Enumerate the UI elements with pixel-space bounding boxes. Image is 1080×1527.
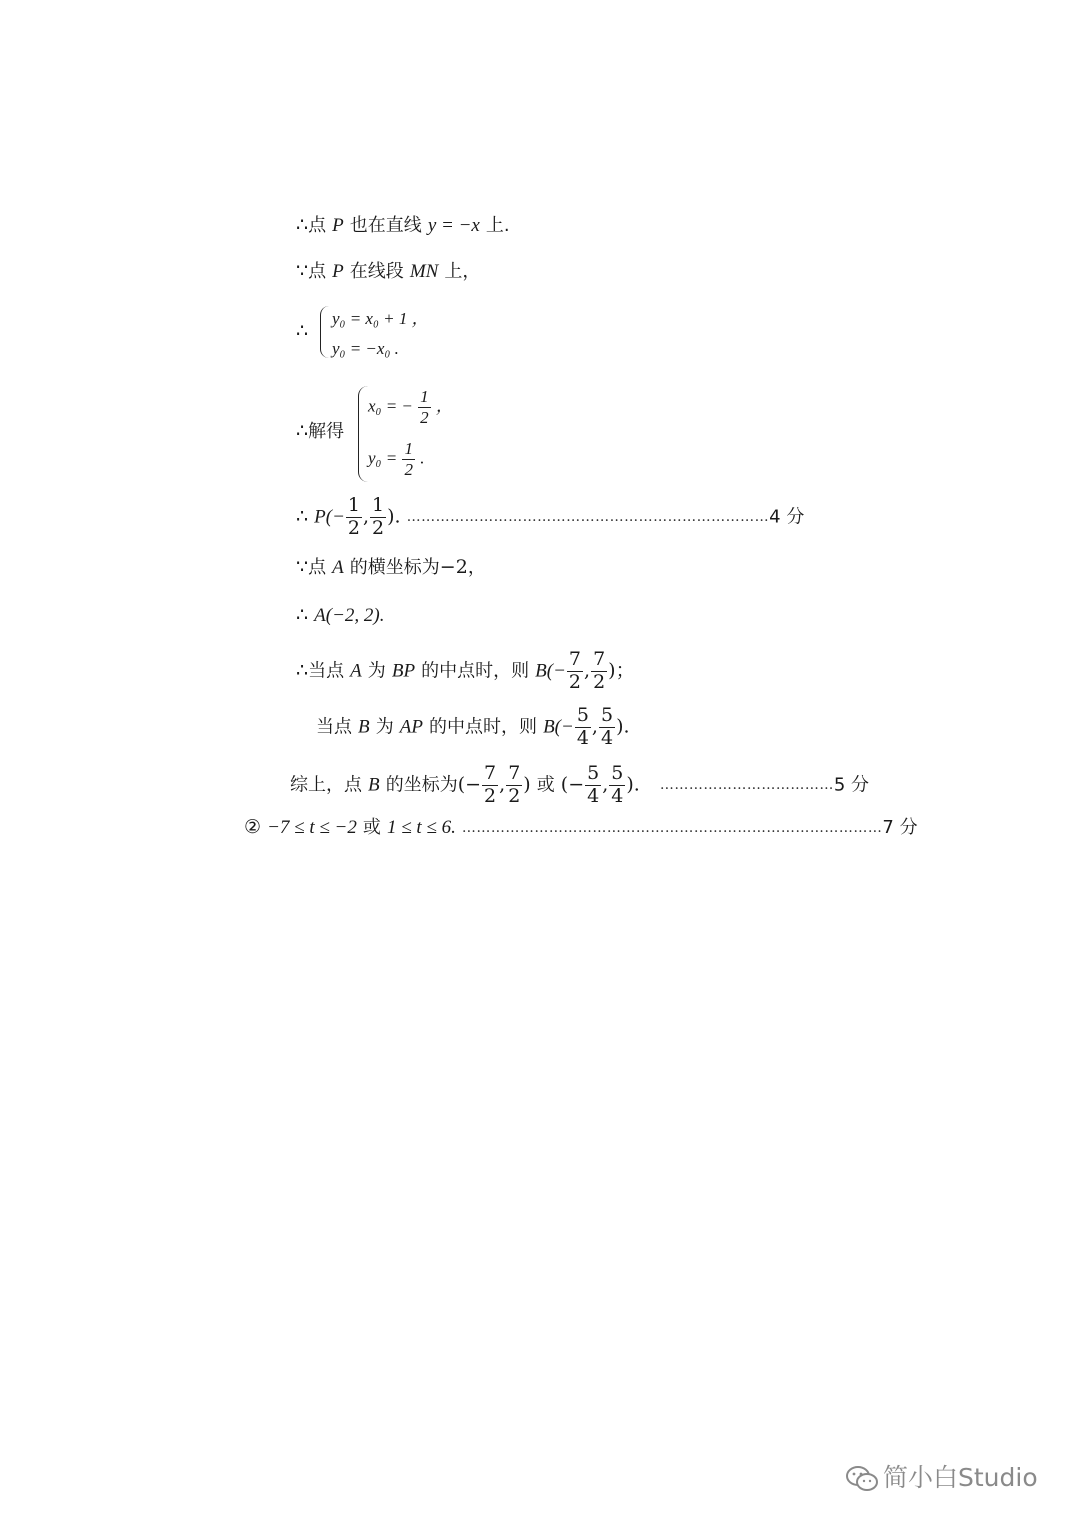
inequality-1: −7 ≤ t ≤ −2 bbox=[267, 817, 357, 838]
text: 为 bbox=[367, 660, 386, 682]
denominator: 2 bbox=[593, 670, 606, 693]
numerator: 5 bbox=[611, 762, 624, 784]
segment-mn: MN bbox=[409, 261, 439, 282]
punct: ， bbox=[467, 557, 486, 578]
leader-dots: …………………………………………………………………………… bbox=[461, 820, 883, 836]
text: 当点 bbox=[308, 660, 345, 682]
text: 在线段 bbox=[349, 261, 404, 282]
line-10 bbox=[290, 764, 869, 807]
or-text: 或 bbox=[362, 817, 381, 838]
text: 上， bbox=[444, 261, 481, 282]
text: 综上，点 bbox=[290, 774, 362, 796]
denominator: 4 bbox=[600, 726, 614, 749]
item-number: ② bbox=[244, 816, 262, 838]
point-p: P bbox=[332, 215, 344, 236]
open-paren: (− bbox=[457, 773, 482, 796]
denominator: 2 bbox=[404, 459, 413, 479]
therefore-symbol: ∴ bbox=[296, 320, 309, 342]
fraction bbox=[418, 388, 431, 427]
system-brace bbox=[320, 306, 329, 358]
text: 的横坐标为 bbox=[349, 557, 440, 578]
comma: , bbox=[499, 773, 506, 796]
line-11 bbox=[244, 818, 918, 837]
score: 7 分 bbox=[882, 817, 918, 838]
because-symbol: ∵ bbox=[296, 260, 309, 282]
comma: , bbox=[363, 505, 370, 528]
denominator: 2 bbox=[568, 670, 582, 693]
comma: , bbox=[591, 715, 598, 738]
text: 当点 bbox=[316, 716, 352, 738]
point-a-coords: A(−2, 2). bbox=[314, 605, 385, 626]
system-equation-2: y₀ = −x₀ . bbox=[332, 339, 399, 358]
point-b: B(− bbox=[543, 716, 574, 738]
line-6 bbox=[296, 558, 486, 577]
numerator: 1 bbox=[420, 387, 429, 406]
numerator: 1 bbox=[372, 494, 385, 516]
leader-dots: ………………………………………………………………… bbox=[406, 509, 770, 526]
inequality-2: 1 ≤ t ≤ 6. bbox=[386, 817, 456, 838]
denominator: 4 bbox=[576, 726, 589, 749]
text: 的坐标为 bbox=[385, 774, 458, 796]
segment-bp: BP bbox=[391, 660, 416, 682]
point-b: B(− bbox=[535, 660, 566, 682]
or-text: 或 bbox=[536, 774, 555, 796]
numerator: 7 bbox=[568, 648, 582, 670]
fraction bbox=[575, 706, 591, 749]
lhs: x₀ = − bbox=[368, 396, 413, 416]
fraction bbox=[346, 496, 362, 539]
point-a: A bbox=[332, 557, 344, 578]
numerator: 7 bbox=[593, 648, 606, 670]
watermark bbox=[845, 1458, 1038, 1494]
comma: , bbox=[602, 773, 609, 796]
numerator: 1 bbox=[404, 439, 413, 458]
numerator: 5 bbox=[587, 762, 600, 784]
therefore-symbol: ∴ bbox=[296, 420, 309, 442]
fraction bbox=[370, 496, 386, 539]
open-paren: (− bbox=[560, 773, 585, 796]
value: −2 bbox=[439, 556, 468, 578]
numerator: 5 bbox=[576, 704, 589, 726]
line-2 bbox=[296, 262, 480, 281]
line-8 bbox=[296, 650, 635, 693]
leader-dots: ……………………………… bbox=[659, 777, 834, 794]
therefore-symbol: ∴ bbox=[296, 604, 309, 626]
fraction bbox=[609, 764, 625, 807]
text: 也在直线 bbox=[349, 215, 422, 236]
text: 点 bbox=[308, 215, 327, 236]
point-b: B bbox=[368, 774, 380, 796]
system-equation-1: y₀ = x₀ + 1 ， bbox=[332, 309, 429, 328]
denominator: 2 bbox=[420, 407, 429, 427]
solution-x0 bbox=[368, 388, 453, 427]
because-symbol: ∵ bbox=[296, 556, 309, 578]
comma: , bbox=[584, 659, 591, 682]
fraction bbox=[506, 764, 522, 807]
fraction bbox=[585, 764, 601, 807]
line-4-label bbox=[296, 422, 344, 441]
denominator: 4 bbox=[611, 784, 624, 807]
point-a: A bbox=[350, 660, 362, 682]
text: 上. bbox=[485, 215, 510, 236]
punct: ， bbox=[435, 396, 453, 416]
fraction bbox=[567, 650, 583, 693]
fraction bbox=[402, 440, 415, 479]
wechat-icon bbox=[845, 1465, 879, 1493]
text: 点 bbox=[308, 261, 327, 282]
therefore-symbol: ∴ bbox=[296, 505, 309, 528]
score: 4 分 bbox=[769, 506, 805, 528]
text: 为 bbox=[375, 716, 394, 738]
equation: y = −x bbox=[427, 215, 480, 236]
close-paren: ). bbox=[616, 715, 630, 738]
denominator: 2 bbox=[372, 516, 385, 539]
text: 的中点时，则 bbox=[429, 716, 538, 738]
score: 5 分 bbox=[833, 774, 870, 796]
line-3-therefore bbox=[296, 322, 308, 341]
point-p: P(− bbox=[314, 506, 345, 528]
point-p: P bbox=[332, 261, 344, 282]
close-paren: ) bbox=[523, 773, 531, 796]
lhs: y₀ = bbox=[368, 448, 398, 468]
text: 的中点时，则 bbox=[421, 660, 530, 682]
numerator: 7 bbox=[508, 762, 521, 784]
solve-label: 解得 bbox=[308, 421, 345, 442]
fraction bbox=[599, 706, 615, 749]
denominator: 2 bbox=[484, 784, 497, 807]
line-5 bbox=[296, 496, 804, 539]
line-1 bbox=[296, 216, 510, 235]
close-paren: ). bbox=[626, 773, 640, 796]
numerator: 5 bbox=[600, 704, 614, 726]
point-b: B bbox=[358, 716, 370, 738]
numerator: 7 bbox=[484, 762, 497, 784]
line-7 bbox=[296, 606, 384, 625]
solution-brace bbox=[358, 386, 368, 482]
segment-ap: AP bbox=[399, 716, 423, 738]
therefore-symbol: ∴ bbox=[296, 214, 309, 236]
line-9 bbox=[316, 706, 630, 749]
denominator: 4 bbox=[587, 784, 600, 807]
denominator: 2 bbox=[347, 516, 360, 539]
punct: . bbox=[420, 448, 425, 468]
therefore-symbol: ∴ bbox=[296, 659, 309, 682]
watermark-text: 简小白Studio bbox=[883, 1463, 1038, 1492]
solution-y0 bbox=[368, 440, 424, 479]
numerator: 1 bbox=[347, 494, 360, 516]
fraction bbox=[591, 650, 607, 693]
text: 点 bbox=[308, 557, 327, 578]
denominator: 2 bbox=[508, 784, 521, 807]
close-paren: )； bbox=[608, 659, 635, 682]
fraction bbox=[482, 764, 498, 807]
close-paren: ). bbox=[387, 505, 401, 528]
